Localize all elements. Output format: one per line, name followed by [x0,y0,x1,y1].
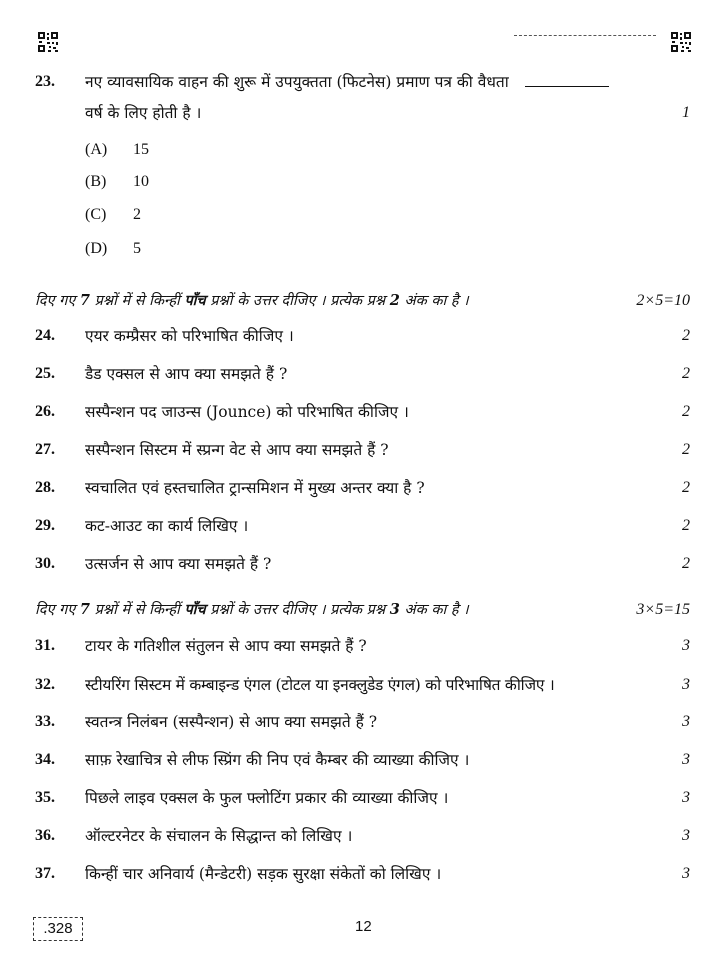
question-number: 24. [35,327,55,344]
question-number: 23. [35,73,55,90]
question-number: 30. [35,555,55,572]
option-label: (B) [85,173,107,190]
question-number: 26. [35,403,55,420]
option-value: 2 [133,206,141,223]
question-marks: 3 [682,637,690,654]
paper-code: .328 [33,917,83,941]
question-text: सस्पैन्शन सिस्टम में स्प्रन्ग वेट से आप क्या समझते हैं ? [85,441,389,459]
question-marks: 2 [682,403,690,420]
question-marks: 2 [682,327,690,344]
question-text: उत्सर्जन से आप क्या समझते हैं ? [85,555,272,573]
question-text: नए व्यावसायिक वाहन की शुरू में उपयुक्तता (फिटनेस) प्रमाण पत्र की वैधता [85,72,609,92]
question-text: वर्ष के लिए होती है । [85,104,202,122]
question-marks: 2 [682,479,690,496]
question-number: 35. [35,789,55,806]
option-value: 10 [133,173,149,190]
question-number: 25. [35,365,55,382]
question-number: 37. [35,865,55,882]
question-number: 29. [35,517,55,534]
question-number: 36. [35,827,55,844]
question-marks: 3 [682,713,690,730]
question-marks: 3 [682,865,690,882]
option-value: 15 [133,141,149,158]
question-marks: 3 [682,751,690,768]
question-text: स्वतन्त्र निलंबन (सस्पैन्शन) से आप क्या समझते हैं ? [85,713,378,731]
question-marks: 3 [682,827,690,844]
question-number: 31. [35,637,55,654]
question-text: ऑल्टरनेटर के संचालन के सिद्धान्त को लिखिए । [85,827,353,845]
question-number: 28. [35,479,55,496]
question-text: स्वचालित एवं हस्तचालित ट्रान्समिशन में मुख्य अन्तर क्या है ? [85,479,425,497]
question-text: कट-आउट का कार्य लिखिए । [85,517,249,535]
question-marks: 3 [682,676,690,693]
section-total-marks: 3×5=15 [636,601,690,618]
question-text: साफ़ रेखाचित्र से लीफ स्प्रिंग की निप एवं कैम्बर की व्याख्या कीजिए । [85,751,470,769]
question-text: सस्पैन्शन पद जाउन्स (Jounce) को परिभाषित कीजिए । [85,403,409,421]
question-marks: 1 [682,104,690,121]
qr-code-icon [670,31,692,53]
question-marks: 2 [682,517,690,534]
header-dashed-line [514,35,656,36]
option-label: (D) [85,240,108,257]
question-text: एयर कम्प्रैसर को परिभाषित कीजिए । [85,327,294,345]
option-value: 5 [133,240,141,257]
instruction-text: दिए गए 7 प्रश्नों में से किन्हीं पाँच प्रश्नों के उत्तर दीजिए । प्रत्येक प्रश्न 2 अंक का है । [35,292,469,309]
answer-blank [525,72,609,87]
qr-code-icon [37,31,59,53]
question-marks: 2 [682,365,690,382]
question-text: पिछले लाइव एक्सल के फुल फ्लोटिंग प्रकार की व्याख्या कीजिए । [85,789,449,807]
question-text: डैड एक्सल से आप क्या समझते हैं ? [85,365,288,383]
question-text: स्टीयरिंग सिस्टम में कम्बाइन्ड एंगल (टोटल या इनक्लुडेड एंगल) को परिभाषित कीजिए । [85,676,555,694]
question-marks: 3 [682,789,690,806]
section-total-marks: 2×5=10 [636,292,690,309]
question-number: 33. [35,713,55,730]
instruction-text: दिए गए 7 प्रश्नों में से किन्हीं पाँच प्रश्नों के उत्तर दीजिए । प्रत्येक प्रश्न 3 अंक का है । [35,601,469,618]
option-label: (C) [85,206,107,223]
question-number: 27. [35,441,55,458]
question-marks: 2 [682,555,690,572]
question-number: 34. [35,751,55,768]
question-text: टायर के गतिशील संतुलन से आप क्या समझते हैं ? [85,637,367,655]
option-label: (A) [85,141,108,158]
question-number: 32. [35,676,55,693]
question-text: किन्हीं चार अनिवार्य (मैन्डेटरी) सड़क सुरक्षा संकेतों को लिखिए । [85,865,442,883]
page-number: 12 [355,918,372,935]
question-marks: 2 [682,441,690,458]
